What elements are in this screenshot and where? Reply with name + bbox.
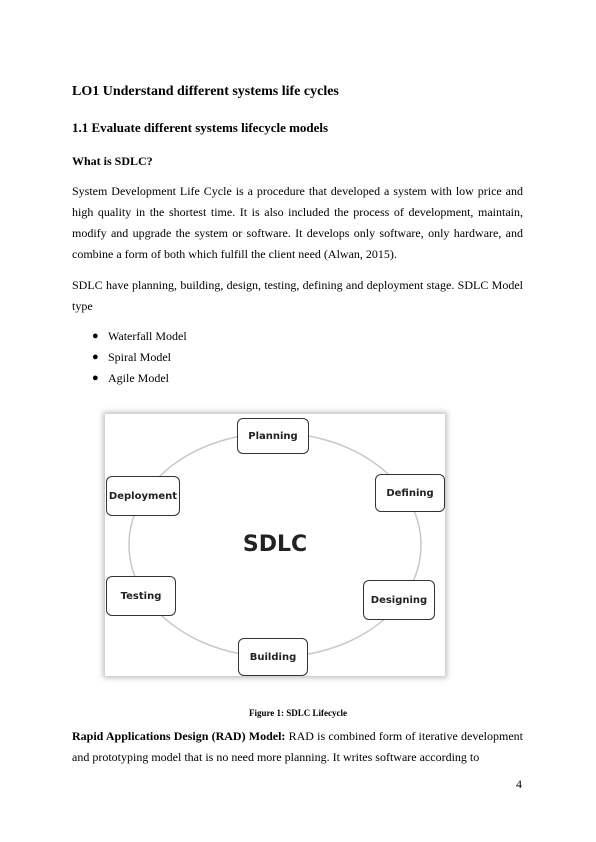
bullet-icon: ● [92,351,99,363]
heading-section-1-1: 1.1 Evaluate different systems lifecycle models [72,120,329,135]
figure-caption: Figure 1: SDLC Lifecycle [248,708,348,718]
model-type-list [92,326,187,389]
bullet-icon: ● [92,330,99,342]
list-item [92,326,187,347]
list-item-label: Agile Model [108,371,169,385]
sdlc-center-label: SDLC [242,532,308,557]
list-item [92,347,187,368]
bullet-icon: ● [92,372,99,384]
list-item-label: Spiral Model [108,350,171,364]
list-item [92,368,187,389]
rad-model-label: Rapid Applications Design (RAD) Model: [72,729,286,743]
page-number: 4 [516,777,522,791]
heading-what-is-sdlc: What is SDLC? [72,154,153,168]
heading-lo1: LO1 Understand different systems life cycles [72,84,339,99]
stage-deployment: Deployment [106,476,180,516]
paragraph-sdlc-intro: System Development Life Cycle is a procedure that developed a system with low price and high quality in the shortest time. It is also included the process of development, maintain, modify and upgrade the system or software. It develops only software, only hardware, and combine a form of both which fulfill the client need (Alwan, 2015). [72,184,523,261]
paragraph-rad-model [72,726,523,768]
list-item-label: Waterfall Model [108,329,187,343]
rad-model-text: RAD is combined form of iterative development and prototyping model that is no need more planning. It writes software according to [72,729,524,764]
stage-building: Building [238,638,308,676]
paragraph-sdlc-stages: SDLC have planning, building, design, testing, defining and deployment stage. SDLC Model type [72,278,523,313]
stage-planning: Planning [237,418,309,454]
sdlc-lifecycle-figure [105,414,445,676]
stage-testing: Testing [106,576,176,616]
stage-designing: Designing [363,580,435,620]
stage-defining: Defining [375,474,445,512]
